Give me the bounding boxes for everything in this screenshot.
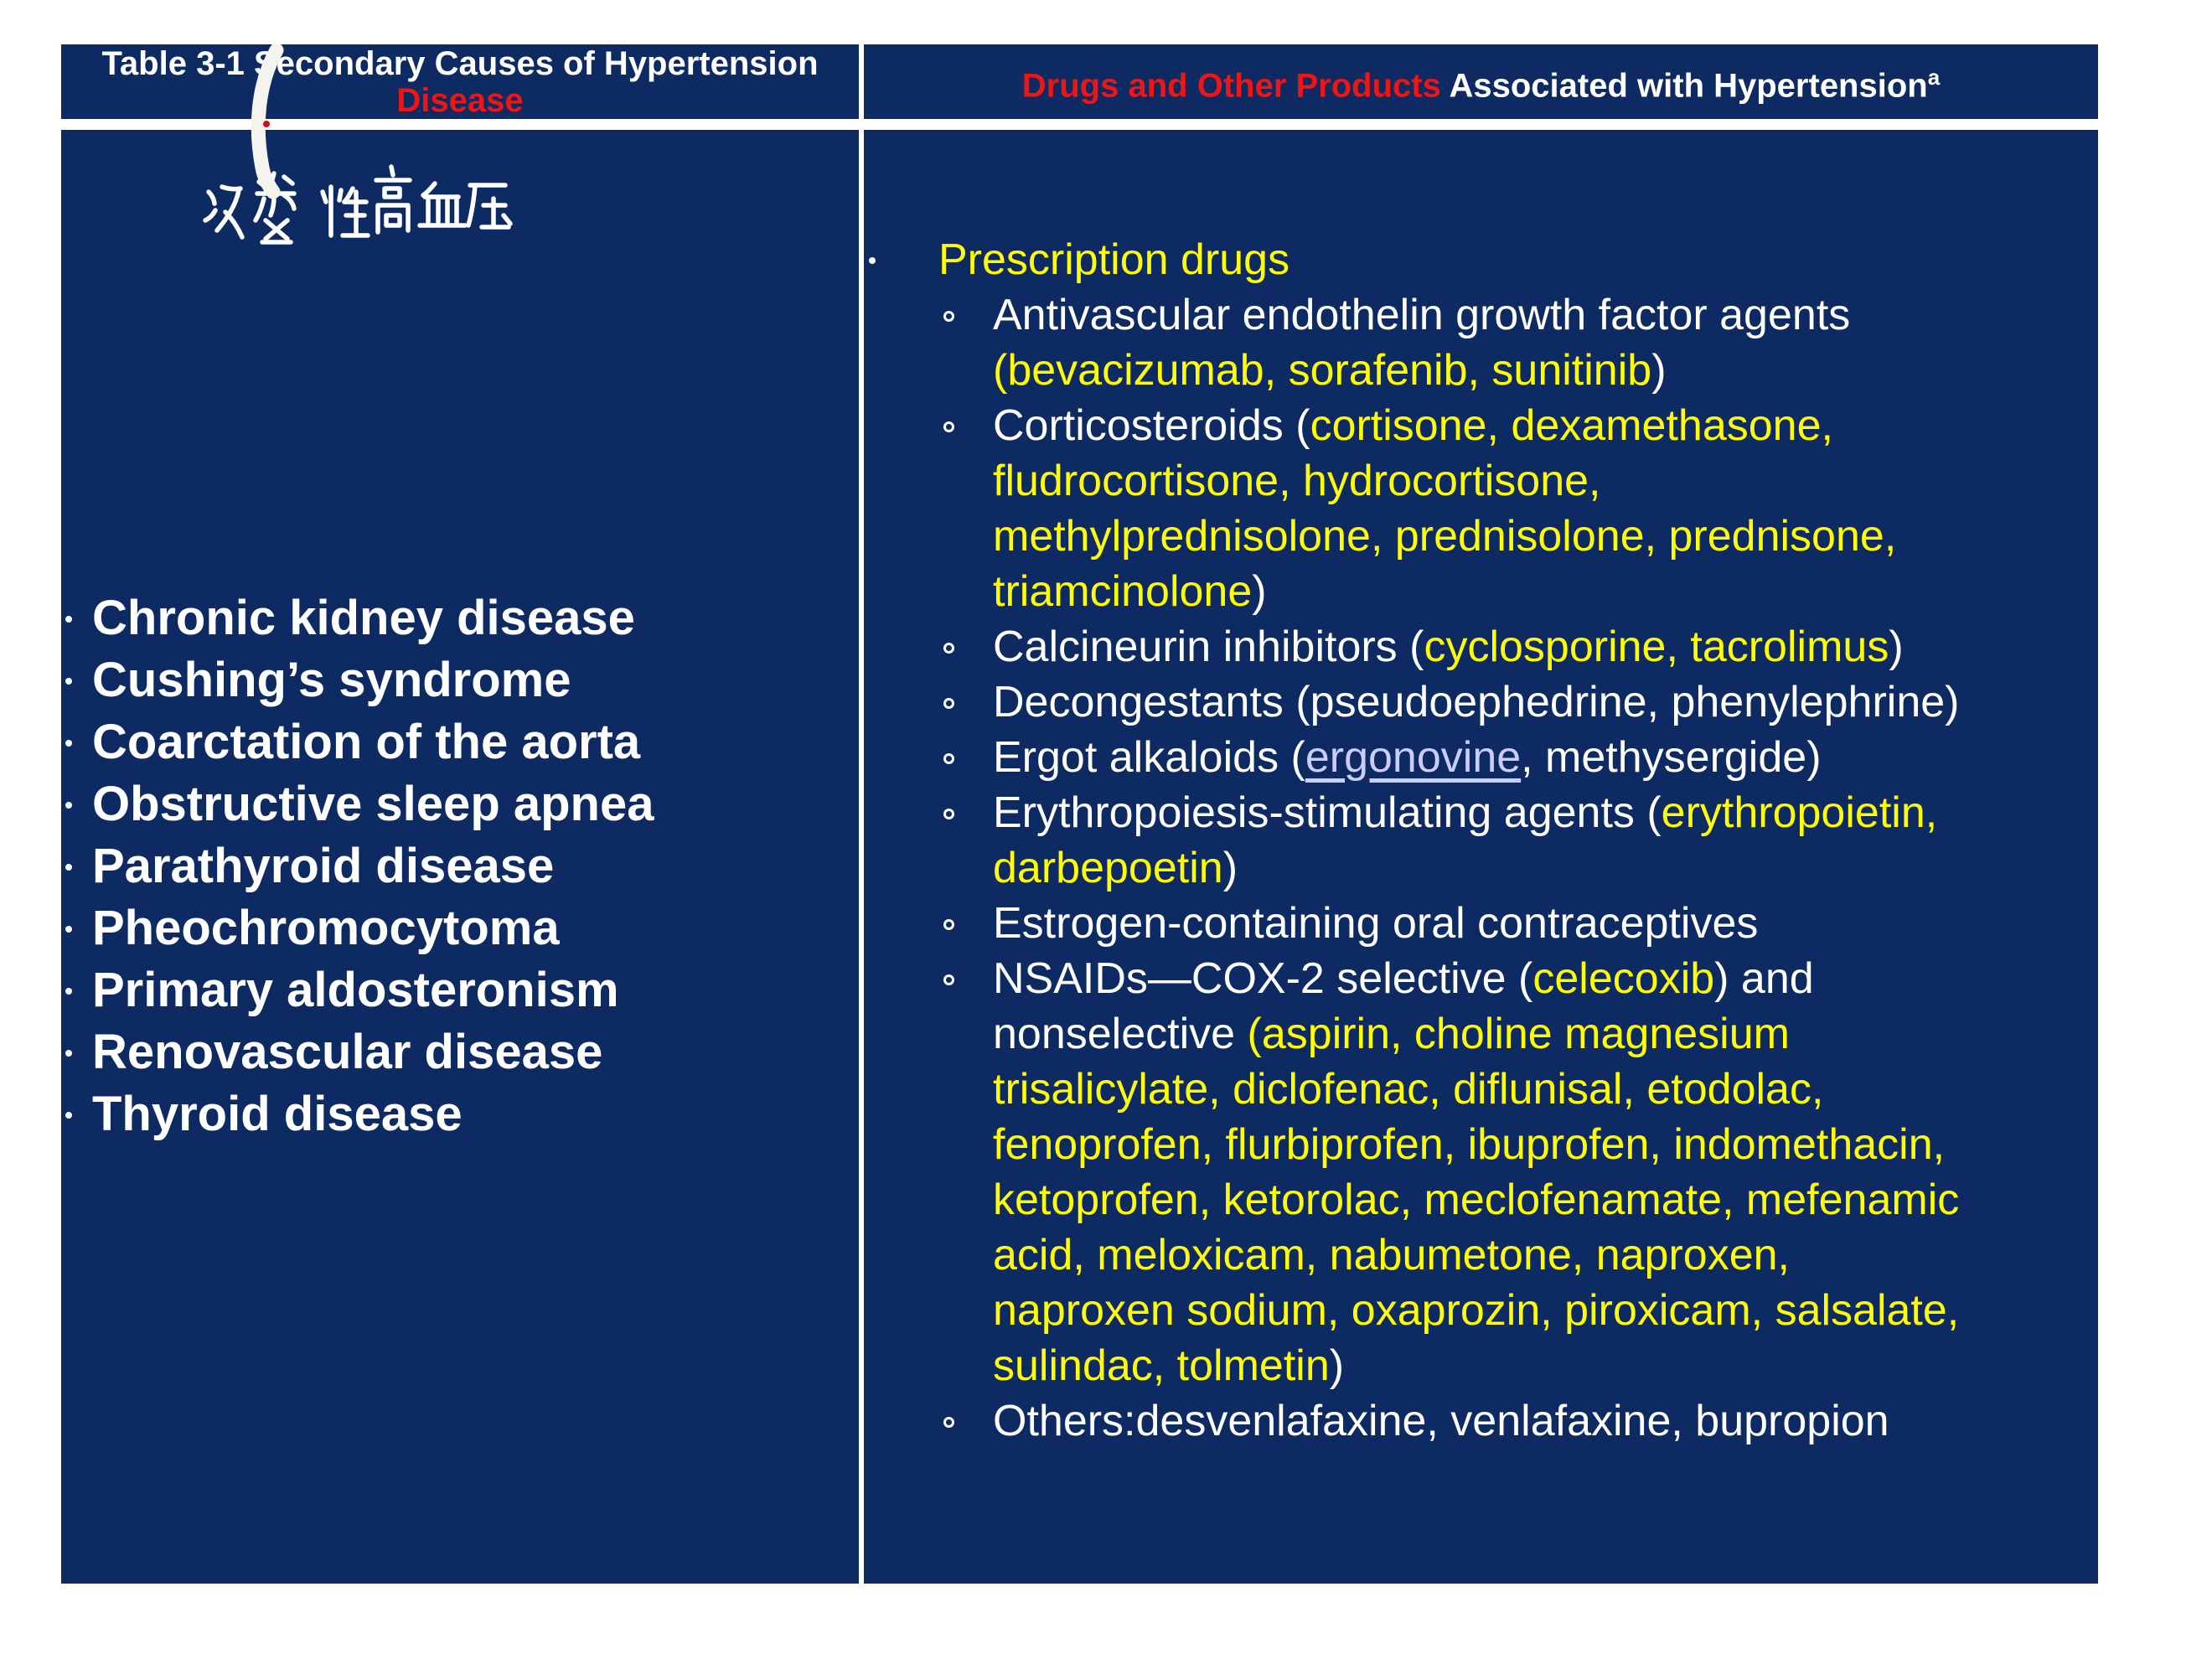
drug-text-segment: Calcineurin inhibitors ( (993, 623, 1424, 671)
bullet-circle-icon (943, 1417, 954, 1428)
drug-text-segment: Others:desvenlafaxine, venlafaxine, bupropion (993, 1397, 1889, 1445)
bullet-circle-icon (943, 919, 954, 930)
disease-item-label: Chronic kidney disease (92, 591, 635, 645)
drug-text-segment: ) (1329, 1341, 1345, 1390)
drug-text-segment: Estrogen-containing oral contraceptives (993, 899, 1759, 948)
bullet-circle-icon (943, 753, 954, 764)
drug-text-segment: , methysergide) (1521, 733, 1822, 782)
drug-line (61, 564, 2098, 619)
bullet-circle-icon (943, 643, 954, 654)
table-title: Table 3-1 Secondary Causes of Hypertension (101, 44, 819, 82)
disease-item-label: Coarctation of the aorta (92, 715, 641, 769)
disease-item-label: Parathyroid disease (92, 839, 555, 893)
disease-item-label: Pheochromocytoma (92, 901, 560, 955)
bullet-circle-icon (943, 698, 954, 709)
disease-item-label: Primary aldosteronism (92, 963, 619, 1017)
bullet-circle-icon (943, 311, 954, 322)
slide-panel (61, 44, 2098, 1584)
drug-text-segment: (bevacizumab, sorafenib, sunitinib (993, 346, 1652, 395)
drugs-header-red-text: Drugs and Other Products (1021, 67, 1441, 105)
drug-line (61, 1338, 2098, 1393)
disease-item-label: Obstructive sleep apnea (92, 777, 654, 831)
drug-text-segment: Decongestants (pseudoephedrine, phenylephrine) (993, 678, 1960, 726)
drug-line-text (993, 951, 1814, 1006)
drug-line-text (993, 1117, 1945, 1172)
drug-line-text (993, 1062, 1823, 1117)
drug-line-text (993, 287, 1850, 343)
drug-line (61, 509, 2098, 564)
drug-text-segment: methylprednisolone, prednisolone, prednisone, (993, 512, 1897, 561)
drug-line (61, 730, 2098, 785)
disease-item-label: Renovascular disease (92, 1025, 603, 1079)
drug-text-segment: trisalicylate, diclofenac, diflunisal, etodolac, (993, 1065, 1824, 1114)
drug-line (61, 896, 2098, 951)
drug-text-segment: ) (1651, 346, 1667, 395)
table-header-disease-cell (61, 44, 859, 119)
drug-text-segment: Antivascular endothelin growth factor agents (993, 291, 1851, 339)
drug-line (61, 674, 2098, 730)
disease-item-label: Thyroid disease (92, 1087, 463, 1141)
drug-text-segment: cyclosporine, tacrolimus (1424, 623, 1889, 671)
drug-line-text (993, 343, 1667, 398)
drug-line-text (993, 840, 1238, 896)
drug-line-text (993, 730, 1822, 785)
drug-line-text (993, 1393, 1889, 1449)
drug-line (61, 1227, 2098, 1283)
footnote-marker: a (1927, 65, 1941, 90)
handwriting-char-4 (376, 167, 410, 232)
drug-line (61, 398, 2098, 453)
drug-text-segment: ) and (1714, 954, 1814, 1003)
drug-text-segment: Corticosteroids ( (993, 401, 1310, 450)
drug-line (61, 1283, 2098, 1338)
header-separator-line (61, 119, 2098, 130)
drug-text-segment: fenoprofen, flurbiprofen, ibuprofen, indomethacin, (993, 1120, 1946, 1169)
drug-text-segment: sulindac, tolmetin (993, 1341, 1330, 1390)
drug-line-text (993, 674, 1959, 730)
drug-text-segment: nonselective (993, 1010, 1248, 1058)
drug-text-segment: fludrocortisone, hydrocortisone, (993, 457, 1601, 505)
handwriting-char-5 (420, 183, 465, 225)
table-header-drugs-cell (864, 44, 2098, 119)
drug-text-segment: erythropoietin, (1661, 788, 1938, 837)
drug-line (61, 951, 2098, 1006)
drug-text-segment: (aspirin, choline magnesium (1247, 1010, 1790, 1058)
drug-text-segment: ) (1889, 623, 1904, 671)
drug-text-segment: cortisone, dexamethasone, (1310, 401, 1833, 450)
drugs-header-white-text: Associated with Hypertension (1440, 67, 1928, 105)
drug-line-text (993, 896, 1758, 951)
ergonovine-link[interactable]: ergonovine (1305, 733, 1522, 782)
drug-text-segment: NSAIDs—COX-2 selective ( (993, 954, 1533, 1003)
drug-text-segment: ketoprofen, ketorolac, meclofenamate, mefenamic (993, 1176, 1960, 1224)
drug-line (61, 287, 2098, 343)
bullet-circle-icon (943, 421, 954, 432)
drug-text-segment: darbepoetin (993, 844, 1223, 892)
drug-line-text (993, 564, 1267, 619)
drug-line (61, 1172, 2098, 1227)
drug-text-segment: celecoxib (1532, 954, 1715, 1003)
drug-line (61, 1117, 2098, 1172)
drug-text-segment: Prescription drugs (938, 235, 1290, 284)
bullet-dot-icon (869, 257, 876, 264)
bullet-circle-icon (943, 809, 954, 819)
drug-line (61, 343, 2098, 398)
drug-text-segment: Erythropoiesis-stimulating agents ( (993, 788, 1662, 837)
drug-line-text (993, 509, 1896, 564)
drug-line-text (993, 453, 1601, 509)
drug-line-text (938, 232, 1289, 287)
drug-line-text (993, 1283, 1959, 1338)
drug-line (61, 1062, 2098, 1117)
disease-item-label: Cushing’s syndrome (92, 653, 571, 707)
drug-text-segment: triamcinolone (993, 567, 1253, 616)
drug-line-text (993, 398, 1833, 453)
handwriting-char-1 (205, 187, 242, 237)
drug-line (61, 1393, 2098, 1449)
drug-line-text (993, 619, 1904, 674)
handwriting-char-3 (323, 187, 368, 235)
drug-line-text (993, 785, 1937, 840)
drug-text-segment: naproxen sodium, oxaprozin, piroxicam, salsalate, (993, 1286, 1960, 1335)
drug-text-segment: Ergot alkaloids ( (993, 733, 1305, 782)
bullet-circle-icon (943, 974, 954, 985)
handwriting-char-6 (468, 185, 510, 227)
disease-column-header: Disease (396, 81, 524, 119)
drug-text-segment: ) (1222, 844, 1238, 892)
drugs-column-header (1022, 59, 1940, 104)
drug-line (61, 619, 2098, 674)
drug-line-text (993, 1227, 1790, 1283)
drug-text-segment: ) (1252, 567, 1267, 616)
drug-line (61, 453, 2098, 509)
drug-line-text (993, 1338, 1344, 1393)
drug-line (61, 1006, 2098, 1062)
drug-line (61, 232, 2098, 287)
drug-line-text (993, 1006, 1790, 1062)
drug-text-segment: acid, meloxicam, nabumetone, naproxen, (993, 1231, 1790, 1279)
column-divider (859, 44, 864, 1584)
drug-line (61, 785, 2098, 840)
drug-line-text (993, 1172, 1959, 1227)
drug-line (61, 840, 2098, 896)
